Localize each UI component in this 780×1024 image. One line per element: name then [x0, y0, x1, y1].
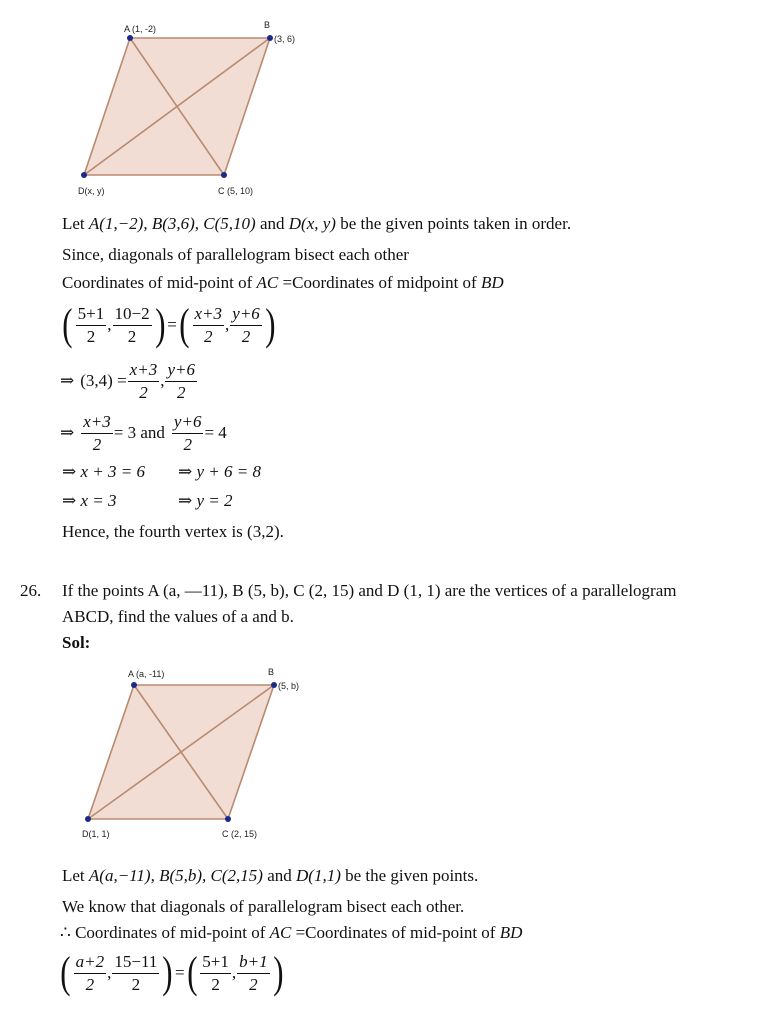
vertex-a-dot	[127, 35, 133, 41]
vertex-b-dot-2	[271, 682, 277, 688]
eq1-d1: 2	[86, 326, 96, 346]
label-a-2: A (a, -11)	[128, 669, 165, 679]
vertex-d-dot-2	[85, 816, 91, 822]
eq3-implies: ⇒	[60, 423, 75, 442]
therefore-symbol: ∴	[60, 923, 71, 942]
eq2-n1: x+3	[128, 359, 160, 382]
conclusion-value: (3,2).	[247, 522, 284, 541]
coord-bd-2: BD	[499, 923, 523, 942]
know-statement: We know that diagonals of parallelogram bisect each other.	[62, 897, 465, 916]
eq1-d3: 2	[204, 326, 213, 346]
vertex-a-dot-2	[131, 682, 137, 688]
p2-eq1-n1: a+2	[74, 951, 106, 974]
vertex-c-dot-2	[225, 816, 231, 822]
eq1-n3: x+3	[193, 303, 225, 326]
label-c-2: C (2, 15)	[222, 829, 258, 839]
label-d-2: D(1, 1)	[82, 829, 110, 839]
question-number: 26.	[20, 581, 42, 600]
label-b-1: B	[264, 20, 271, 30]
since-statement: Since, diagonals of parallelogram bisect each other	[62, 245, 409, 264]
label-b-coord-2: (5, b)	[278, 681, 300, 691]
equation-1: ( $\frac{5+1}{2}$ , $\frac{10-2}{2}$ ) = ( $\frac{x+3}{2}$ , $\frac{y+6}{2}$ )	[62, 300, 276, 349]
eq3-d1: 2	[92, 434, 102, 454]
let-suffix-2: be the given points.	[345, 866, 479, 885]
eq3-d2: 2	[183, 434, 192, 454]
p2-eq1-d2: 2	[131, 974, 141, 994]
conclusion-1	[62, 521, 284, 543]
coord-rhs: =Coordinates of midpoint of	[282, 273, 477, 292]
coord-lhs-2: Coordinates of mid-point of	[75, 923, 266, 942]
eq1-d4: 2	[241, 326, 251, 346]
let-statement-1	[62, 213, 571, 235]
eq3-n1: x+3	[81, 411, 113, 434]
question-text-line1: If the points A (a, —11), B (5, b), C (2, 15) and D (1, 1) are the vertices of a parallelogram	[62, 581, 677, 600]
let-suffix: be the given points taken in order.	[340, 214, 572, 233]
coord-statement-2	[60, 922, 522, 944]
p2-eq1-n4: b+1	[237, 951, 269, 974]
equation-2: ⇒ (3,4) = $\frac{x+3}{2}$ , $\frac{y+6}{2}$	[60, 359, 195, 402]
vertex-d-dot	[81, 172, 87, 178]
let-and: and	[259, 214, 285, 233]
solution-label: Sol:	[62, 633, 91, 652]
label-b-coord-1: (3, 6)	[274, 34, 296, 44]
eq1-n2: 10−2	[113, 303, 152, 326]
p2-eq1-n2: 15−11	[112, 951, 159, 974]
let-and-2: and	[267, 866, 292, 885]
eq3-mid: = 3 and	[113, 423, 165, 442]
eq1-n4: y+6	[230, 303, 262, 326]
p2-eq1-d1: 2	[85, 974, 95, 994]
eq3-rhs: = 4	[204, 423, 227, 442]
eq2-implies: ⇒	[60, 371, 75, 390]
question-text-line2: ABCD, find the values of a and b.	[62, 607, 294, 626]
label-b-2: B	[268, 667, 275, 677]
coord-rhs-2: =Coordinates of mid-point of	[295, 923, 496, 942]
equation-5-right: ⇒ y = 2	[178, 491, 233, 510]
equation-4-right: ⇒ y + 6 = 8	[178, 462, 261, 481]
let-d: D(x, y)	[288, 214, 336, 233]
let-statement-2	[62, 865, 478, 887]
eq3-n2: y+6	[172, 411, 204, 434]
let-points-2: A(a,−11), B(5,b), C(2,15)	[88, 866, 263, 885]
equation-4-left: ⇒ x + 3 = 6	[62, 462, 145, 481]
vertex-c-dot	[221, 172, 227, 178]
equation-5-left: ⇒ x = 3	[62, 491, 117, 510]
parallelogram-figure-2	[70, 655, 330, 850]
eq2-d2: 2	[176, 382, 186, 402]
eq2-d1: 2	[139, 382, 148, 402]
equation-part2-1: ( $\frac{a+2}{2}$ , $\frac{15-11}{2}$ ) = ( $\frac{5+1}{2}$ , $\frac{b+1}{2}$ )	[60, 948, 284, 997]
eq2-n2: y+6	[165, 359, 197, 382]
parallelogram-figure-1	[60, 0, 320, 210]
label-d-1: D(x, y)	[78, 186, 105, 196]
vertex-b-dot	[267, 35, 273, 41]
let-d-2: D(1,1)	[296, 866, 341, 885]
label-a-1: A (1, -2)	[124, 24, 157, 34]
p2-eq1-d4: 2	[249, 974, 258, 994]
p2-eq1-n3: 5+1	[200, 951, 231, 974]
coord-ac: AC	[256, 273, 279, 292]
coord-lhs: Coordinates of mid-point of	[62, 273, 253, 292]
let-points: A(1,−2), B(3,6), C(5,10)	[88, 214, 256, 233]
equation-3	[60, 408, 227, 458]
let-prefix-2: Let	[62, 866, 85, 885]
conclusion-text: Hence, the fourth vertex is	[62, 522, 243, 541]
eq2-lhs: (3,4) =	[80, 371, 127, 390]
let-prefix: Let	[62, 214, 85, 233]
coord-bd: BD	[480, 273, 504, 292]
coord-ac-2: AC	[269, 923, 292, 942]
coord-statement-1	[62, 272, 504, 294]
eq1-n1: 5+1	[76, 303, 107, 326]
p2-eq1-d3: 2	[211, 974, 220, 994]
label-c-1: C (5, 10)	[218, 186, 254, 196]
eq1-d2: 2	[127, 326, 137, 346]
